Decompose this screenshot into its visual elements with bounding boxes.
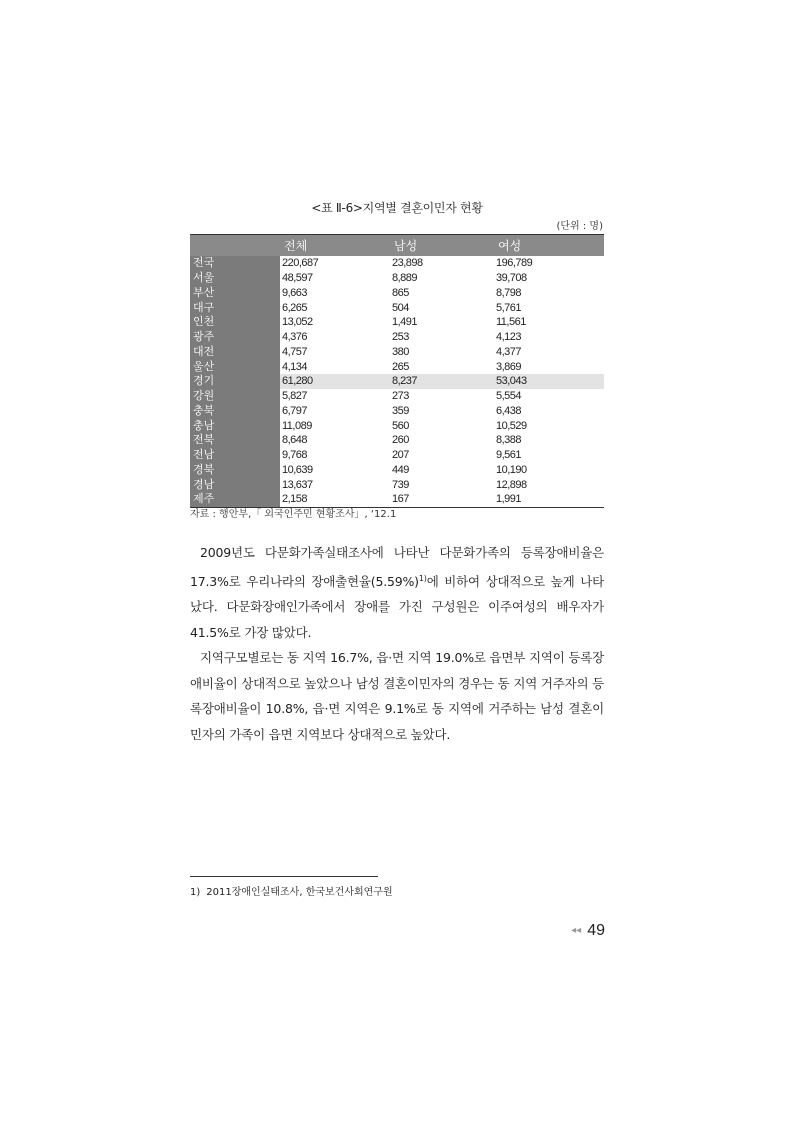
footnote bbox=[190, 883, 393, 898]
table-row bbox=[190, 345, 604, 360]
cell-female: 8,388 bbox=[496, 434, 522, 447]
cell-female: 8,798 bbox=[496, 286, 522, 299]
cell-male: 273 bbox=[392, 390, 409, 403]
cell-total: 220,687 bbox=[282, 257, 319, 270]
cell-total: 10,639 bbox=[282, 463, 313, 476]
table-row bbox=[190, 448, 604, 463]
cell-male: 260 bbox=[392, 434, 409, 447]
footnote-ref[interactable]: 1) bbox=[418, 573, 427, 583]
cell-total: 13,052 bbox=[282, 316, 313, 329]
cell-female: 6,438 bbox=[496, 404, 522, 417]
header-total: 전체 bbox=[280, 235, 390, 257]
cell-region: 전북 bbox=[190, 433, 280, 448]
cell-female: 12,898 bbox=[496, 478, 527, 491]
cell-total: 2,158 bbox=[282, 493, 308, 506]
paragraph-1 bbox=[190, 540, 604, 645]
cell-female: 196,789 bbox=[496, 257, 533, 270]
cell-total: 8,648 bbox=[282, 434, 308, 447]
cell-region: 대구 bbox=[190, 300, 280, 315]
cell-female: 39,708 bbox=[496, 272, 527, 285]
cell-male: 865 bbox=[392, 286, 409, 299]
cell-total: 5,827 bbox=[282, 390, 308, 403]
cell-region: 충북 bbox=[190, 404, 280, 419]
table-row bbox=[190, 404, 604, 419]
page-number-value: 49 bbox=[587, 922, 605, 939]
cell-region: 경기 bbox=[190, 374, 280, 389]
cell-total: 6,265 bbox=[282, 301, 308, 314]
footnote-mark: 1) bbox=[190, 887, 201, 898]
cell-male: 23,898 bbox=[392, 257, 423, 270]
table-row bbox=[190, 359, 604, 374]
table-row bbox=[190, 477, 604, 492]
table-row bbox=[190, 433, 604, 448]
cell-total: 11,089 bbox=[282, 419, 312, 432]
header-blank bbox=[190, 235, 280, 257]
cell-female: 1,991 bbox=[496, 493, 522, 506]
cell-female: 5,761 bbox=[496, 301, 522, 314]
page-number bbox=[571, 922, 605, 940]
table-row bbox=[190, 389, 604, 404]
cell-region: 전국 bbox=[190, 256, 280, 271]
cell-male: 359 bbox=[392, 404, 409, 417]
cell-region: 광주 bbox=[190, 330, 280, 345]
header-female: 여성 bbox=[494, 235, 604, 257]
cell-male: 560 bbox=[392, 419, 409, 432]
table-row bbox=[190, 300, 604, 315]
cell-female: 4,377 bbox=[496, 345, 522, 358]
cell-region: 전남 bbox=[190, 448, 280, 463]
cell-female: 5,554 bbox=[496, 390, 522, 403]
cell-male: 8,237 bbox=[390, 374, 494, 389]
cell-male: 8,889 bbox=[392, 272, 418, 285]
table-header-row bbox=[190, 235, 604, 257]
cell-region: 충남 bbox=[190, 418, 280, 433]
body-text bbox=[190, 540, 604, 747]
header-male: 남성 bbox=[390, 235, 494, 257]
cell-region: 강원 bbox=[190, 389, 280, 404]
cell-total: 4,376 bbox=[282, 331, 308, 344]
cell-total: 9,663 bbox=[282, 286, 308, 299]
cell-region: 울산 bbox=[190, 359, 280, 374]
table-row bbox=[190, 256, 604, 271]
cell-region: 경남 bbox=[190, 477, 280, 492]
cell-female: 53,043 bbox=[494, 374, 604, 389]
paragraph-2: 지역구모별로는 동 지역 16.7%, 읍·면 지역 19.0%로 읍면부 지역이 등록장애비율이 상대적으로 높았으나 남성 결혼이민자의 경우는 동 지역 거주자의 등록장애비율이 10.8%, 읍·면 지역은 9.1%로 동 지역에 거주하는 남성 결혼이민자의 가족이 읍면 지역보다 상대적으로 높았다. bbox=[190, 650, 604, 742]
table-caption: <표 Ⅱ-6>지역별 결혼이민자 현황 bbox=[311, 201, 483, 215]
cell-male: 739 bbox=[392, 478, 409, 491]
cell-female: 11,561 bbox=[496, 316, 526, 329]
cell-male: 380 bbox=[392, 345, 409, 358]
cell-total: 13,637 bbox=[282, 478, 313, 491]
cell-male: 1,491 bbox=[392, 316, 418, 329]
table-row bbox=[190, 330, 604, 345]
table-row bbox=[190, 271, 604, 286]
cell-male: 449 bbox=[392, 463, 409, 476]
page-arrows-icon: ◂◂ bbox=[571, 925, 582, 936]
cell-female: 9,561 bbox=[496, 449, 522, 462]
footnote-divider bbox=[190, 876, 378, 877]
cell-total: 4,134 bbox=[282, 360, 308, 373]
region-marriage-immigrant-table bbox=[190, 234, 604, 508]
cell-total: 48,597 bbox=[282, 272, 313, 285]
cell-region: 부산 bbox=[190, 286, 280, 301]
cell-male: 253 bbox=[392, 331, 409, 344]
cell-female: 10,529 bbox=[496, 419, 527, 432]
paragraph-1-part-a: 2009년도 다문화가족실태조사에 나타난 다문화가족의 등록장애비율은 17.3%로 우리나라의 장애출현율(5.59%) bbox=[190, 545, 604, 589]
cell-female: 3,869 bbox=[496, 360, 522, 373]
table-row bbox=[190, 315, 604, 330]
cell-male: 207 bbox=[392, 449, 409, 462]
unit-label: (단위 : 명) bbox=[556, 221, 603, 232]
cell-male: 167 bbox=[392, 493, 409, 506]
cell-region: 인천 bbox=[190, 315, 280, 330]
cell-total: 61,280 bbox=[280, 374, 390, 389]
cell-region: 대전 bbox=[190, 345, 280, 360]
paragraph-1-part-b: 에 비하여 상대적으로 높게 나타났다. 다문화장애인가족에서 장애를 가진 구성원은 이주여성의 배우자가 41.5%로 가장 많았다. bbox=[190, 573, 604, 640]
cell-total: 9,768 bbox=[282, 449, 308, 462]
cell-female: 10,190 bbox=[496, 463, 527, 476]
table-source: 자료 : 행안부,「 외국인주민 현황조사」, ‘12.1 bbox=[190, 509, 397, 520]
table-row bbox=[190, 286, 604, 301]
cell-region: 서울 bbox=[190, 271, 280, 286]
table-row bbox=[190, 374, 604, 389]
cell-region: 제주 bbox=[190, 492, 280, 507]
cell-total: 4,757 bbox=[282, 345, 308, 358]
footnote-text: 2011장애인실태조사, 한국보건사회연구원 bbox=[206, 887, 393, 898]
cell-female: 4,123 bbox=[496, 331, 522, 344]
cell-male: 504 bbox=[392, 301, 409, 314]
table-row bbox=[190, 463, 604, 478]
cell-total: 6,797 bbox=[282, 404, 308, 417]
cell-male: 265 bbox=[392, 360, 409, 373]
table-row bbox=[190, 418, 604, 433]
cell-region: 경북 bbox=[190, 463, 280, 478]
